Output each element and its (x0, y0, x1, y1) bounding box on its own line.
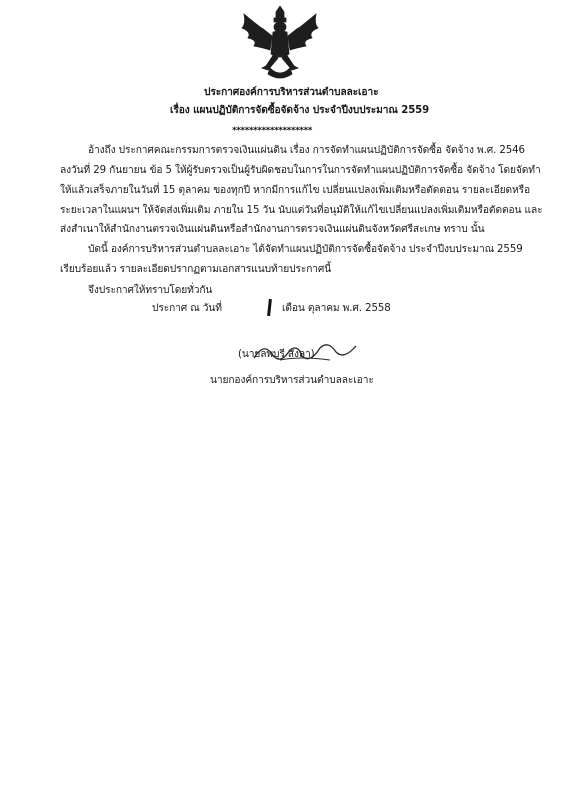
separator-stars: ******************* (232, 126, 312, 136)
para1-line-3: ให้แล้วเสร็จภายในวันที่ 15 ตุลาคม ของทุกปี หากมีการแก้ไข เปลี่ยนแปลงเพิ่มเติมหรือตัดตอน รายละเอียดหรือ (60, 185, 531, 196)
para2-line-1: บัดนี้ องค์การบริหารส่วนตำบลละเอาะ ได้จัดทำแผนปฏิบัติการจัดซื้อจัดจ้าง ประจำปีงบประมาณ 2559 (88, 244, 523, 255)
handwritten-day-mark (267, 299, 272, 316)
date-suffix: เดือน ตุลาคม พ.ศ. 2558 (282, 303, 391, 314)
signer-position: นายกองค์การบริหารส่วนตำบลละเอาะ (210, 375, 374, 386)
announcement-line: จึงประกาศให้ทราบโดยทั่วกัน (88, 285, 213, 296)
para1-line-4: ระยะเวลาในแผนฯ ให้จัดส่งเพิ่มเติม ภายใน 15 วัน นับแต่วันที่อนุมัติให้แก้ไขเปลี่ยนแปลงเพิ่มเติมหรือตัดตอน และ (60, 205, 543, 216)
para1-line-1: อ้างถึง ประกาศคณะกรรมการตรวจเงินแผ่นดิน เรื่อง การจัดทำแผนปฏิบัติการจัดซื้อ จัดจ้าง พ.ศ. 2546 (88, 145, 525, 156)
para1-line-2: ลงวันที่ 29 กันยายน ข้อ 5 ให้ผู้รับตรวจเป็นผู้รับผิดชอบในการในการจัดทำแผนปฏิบัติการจัดซื้อ จัดจ้าง โดยจัดทำ (60, 165, 541, 176)
org-title: ประกาศองค์การบริหารส่วนตำบลละเอาะ (204, 87, 379, 98)
garuda-emblem-icon (232, 6, 328, 82)
para2-line-2: เรียบร้อยแล้ว รายละเอียดปรากฏตามเอกสารแนบท้ายประกาศนี้ (60, 264, 332, 275)
subject-line: เรื่อง แผนปฏิบัติการจัดซื้อจัดจ้าง ประจำปีงบประมาณ 2559 (170, 105, 430, 116)
date-prefix: ประกาศ ณ วันที่ (152, 303, 222, 314)
para1-line-5: ส่งสำเนาให้สำนักงานตรวจเงินแผ่นดินหรือสำนักงานการตรวจเงินแผ่นดินจังหวัดศรีสะเกษ ทราบ นั้น (60, 224, 485, 235)
signer-name: (นายลพบุรี สังลา) (238, 349, 315, 360)
